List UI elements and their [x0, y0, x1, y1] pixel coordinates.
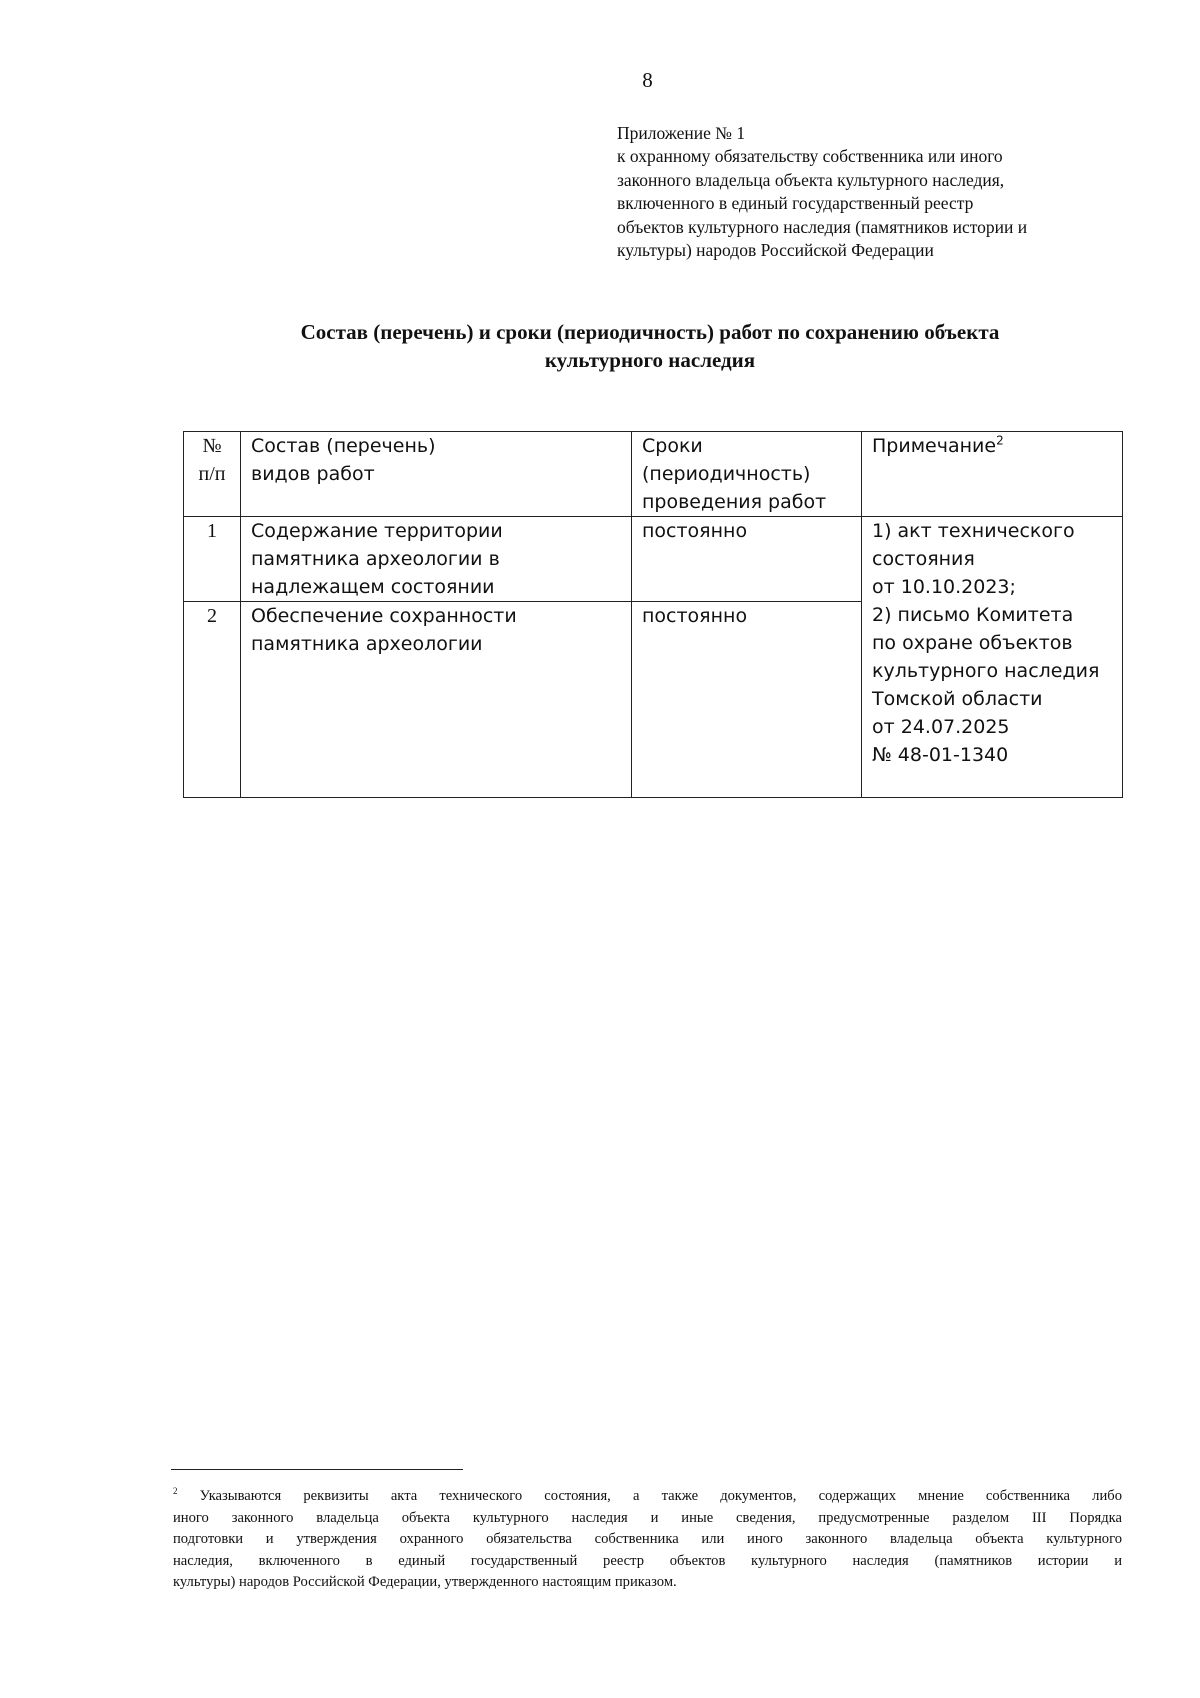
row-num: 1: [184, 517, 241, 602]
header-num-line: п/п: [198, 463, 226, 485]
row-works-line: надлежащем состоянии: [251, 576, 495, 598]
footnote-line: культуры) народов Российской Федерации, утвержденного настоящим приказом.: [173, 1574, 677, 1591]
footnote-number: 2: [173, 1486, 178, 1497]
row-works: [241, 602, 632, 798]
appendix-line: объектов культурного наследия (памятников истории и: [617, 216, 1028, 237]
header-num-line: №: [202, 435, 222, 457]
footnote-text: Указываются реквизиты акта технического состояния, а также документов, содержащих мнение собственника либо: [199, 1488, 1122, 1504]
footnote-line: иного законного владельца объекта культурного наследия и иные сведения, предусмотренные разделом III Порядка: [173, 1509, 1122, 1526]
row-num: 2: [184, 602, 241, 798]
note-line: 1) акт технического: [872, 520, 1075, 542]
appendix-line: включенного в единый государственный реестр: [617, 193, 974, 214]
appendix-line: законного владельца объекта культурного наследия,: [617, 169, 1005, 190]
note-line: состояния: [872, 548, 975, 570]
title-line: Состав (перечень) и сроки (периодичность) работ по сохранению объекта: [300, 320, 1000, 344]
note-line: № 48-01-1340: [872, 744, 1009, 766]
row-terms: постоянно: [632, 602, 862, 798]
title-line: культурного наследия: [544, 348, 756, 372]
row-works-line: Обеспечение сохранности: [251, 605, 517, 627]
header-num: [184, 432, 241, 517]
note-line: от 10.10.2023;: [872, 576, 1016, 598]
appendix-line: к охранному обязательству собственника или иного: [617, 146, 1003, 167]
row-works-line: Содержание территории: [251, 520, 503, 542]
header-terms-line: (периодичность): [642, 463, 811, 485]
appendix-line: Приложение № 1: [617, 123, 746, 143]
table-header-row: [184, 432, 1123, 517]
header-terms-line: проведения работ: [642, 491, 827, 513]
header-terms: [632, 432, 862, 517]
appendix-reference: [617, 122, 1137, 262]
footnote-separator: [171, 1469, 463, 1470]
header-works: [241, 432, 632, 517]
row-terms: постоянно: [632, 517, 862, 602]
header-works-line: видов работ: [251, 463, 375, 485]
row-works-line: памятника археологии: [251, 633, 483, 655]
note-line: по охране объектов: [872, 632, 1073, 654]
note-line: 2) письмо Комитета: [872, 604, 1074, 626]
header-note-label: Примечание: [872, 435, 997, 457]
row-works: [241, 517, 632, 602]
note-cell: [862, 517, 1123, 798]
note-line: от 24.07.2025: [872, 716, 1010, 738]
appendix-line: культуры) народов Российской Федерации: [617, 240, 934, 261]
note-line: Томской области: [872, 688, 1043, 710]
footnote: [173, 1486, 1122, 1594]
header-note-line: [872, 432, 1112, 460]
header-note: [862, 432, 1123, 517]
header-works-line: Состав (перечень): [251, 435, 436, 457]
note-line: культурного наследия: [872, 660, 1100, 682]
footnote-line: наследия, включенного в единый государственный реестр объектов культурного наследия (памятников истории и: [173, 1552, 1122, 1569]
works-table: [183, 431, 1123, 798]
document-title: [180, 318, 1120, 374]
footnote-line: подготовки и утверждения охранного обязательства собственника или иного законного владельца объекта культурного: [173, 1531, 1122, 1548]
header-terms-line: Сроки: [642, 435, 703, 457]
footnote-mark: 2: [996, 433, 1004, 448]
page-number: 8: [642, 68, 653, 92]
table-row: [184, 517, 1123, 602]
footnote-line: [173, 1486, 1122, 1508]
row-works-line: памятника археологии в: [251, 548, 500, 570]
